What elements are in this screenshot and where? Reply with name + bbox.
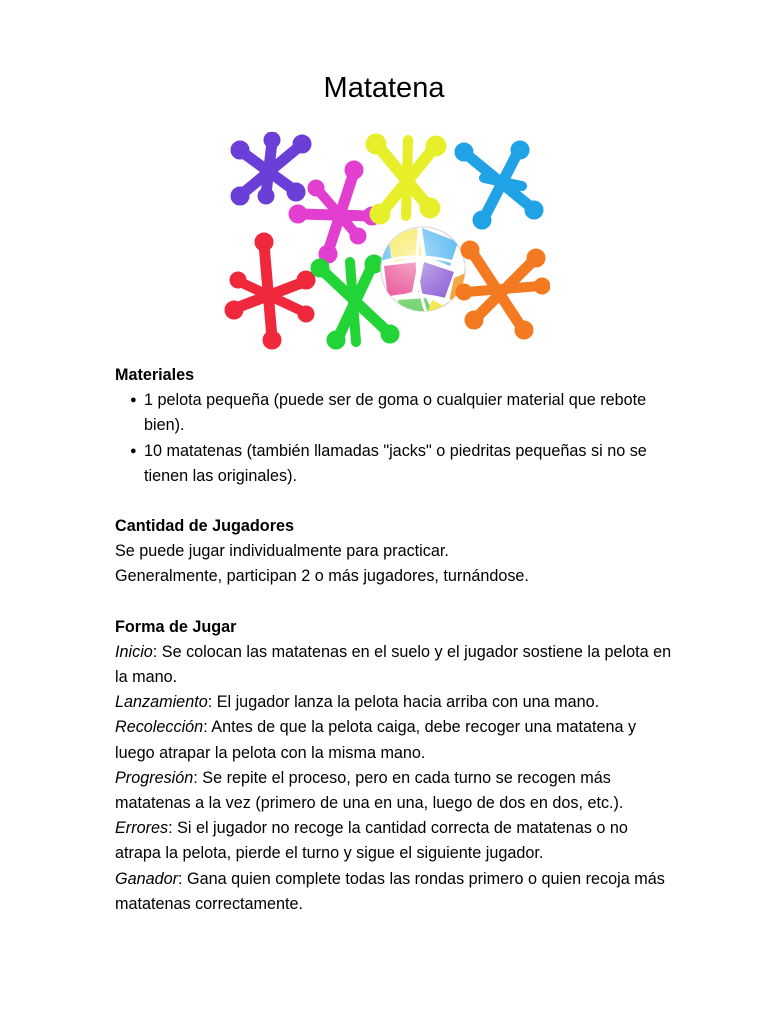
jack-orange-icon bbox=[456, 241, 550, 339]
step-text: : El jugador lanza la pelota hacia arriba con una mano. bbox=[207, 693, 600, 712]
step-text: : Gana quien complete todas las rondas primero o quien recoja más matatenas correctamente. bbox=[115, 869, 665, 913]
paragraph-line: Generalmente, participan 2 o más jugadores, turnándose. bbox=[115, 567, 529, 586]
matatena-jacks-image bbox=[222, 132, 550, 357]
paragraph-line: Se puede jugar individualmente para practicar. bbox=[115, 542, 449, 561]
page-title: Matatena bbox=[323, 72, 445, 104]
section-heading: Materiales bbox=[115, 366, 195, 384]
step-text: : Antes de que la pelota caiga, debe recoger una matatena y luego atrapar la pelota con la misma mano. bbox=[115, 718, 637, 762]
step-term: Recolección bbox=[115, 718, 204, 737]
step-inicio bbox=[115, 640, 675, 690]
step-lanzamiento bbox=[115, 690, 675, 715]
list-item-text: 1 pelota pequeña (puede ser de goma o cualquier material que rebote bien). bbox=[144, 391, 647, 435]
bullet-icon: ● bbox=[130, 394, 137, 407]
step-progresion bbox=[115, 766, 675, 816]
materials-list bbox=[115, 388, 675, 489]
step-term: Lanzamiento bbox=[115, 693, 208, 712]
section-heading: Forma de Jugar bbox=[115, 617, 237, 636]
step-term: Errores bbox=[115, 819, 169, 838]
jack-red-icon bbox=[225, 233, 315, 349]
forma-section bbox=[115, 615, 675, 917]
section-heading: Cantidad de Jugadores bbox=[115, 517, 294, 536]
step-term: Progresión bbox=[115, 768, 194, 787]
jack-purple-icon bbox=[231, 132, 311, 205]
jack-blue-icon bbox=[455, 141, 543, 229]
step-recoleccion bbox=[115, 715, 675, 765]
ball-icon bbox=[380, 227, 468, 320]
jack-magenta-icon bbox=[289, 161, 381, 263]
jugadores-section bbox=[115, 514, 675, 590]
materiales-section bbox=[115, 363, 675, 489]
list-item bbox=[130, 439, 675, 489]
step-ganador bbox=[115, 867, 675, 917]
step-term: Inicio bbox=[115, 642, 153, 661]
step-errores bbox=[115, 816, 675, 866]
list-item bbox=[130, 388, 675, 438]
jack-yellow-icon bbox=[366, 134, 446, 224]
step-text: : Si el jugador no recoge la cantidad correcta de matatenas o no atrapa la pelota, pierde el turno y sigue el siguiente jugador. bbox=[115, 819, 628, 863]
step-text: : Se repite el proceso, pero en cada turno se recogen más matatenas a la vez (primero de una en una, luego de dos en dos, etc.). bbox=[115, 768, 624, 813]
step-term: Ganador bbox=[115, 869, 178, 888]
step-text: : Se colocan las matatenas en el suelo y el jugador sostiene la pelota en la mano. bbox=[115, 642, 672, 687]
bullet-icon: ● bbox=[130, 444, 137, 457]
list-item-text: 10 matatenas (también llamadas "jacks" o piedritas pequeñas si no se tienen las originales). bbox=[144, 441, 647, 485]
document-body bbox=[115, 363, 675, 942]
